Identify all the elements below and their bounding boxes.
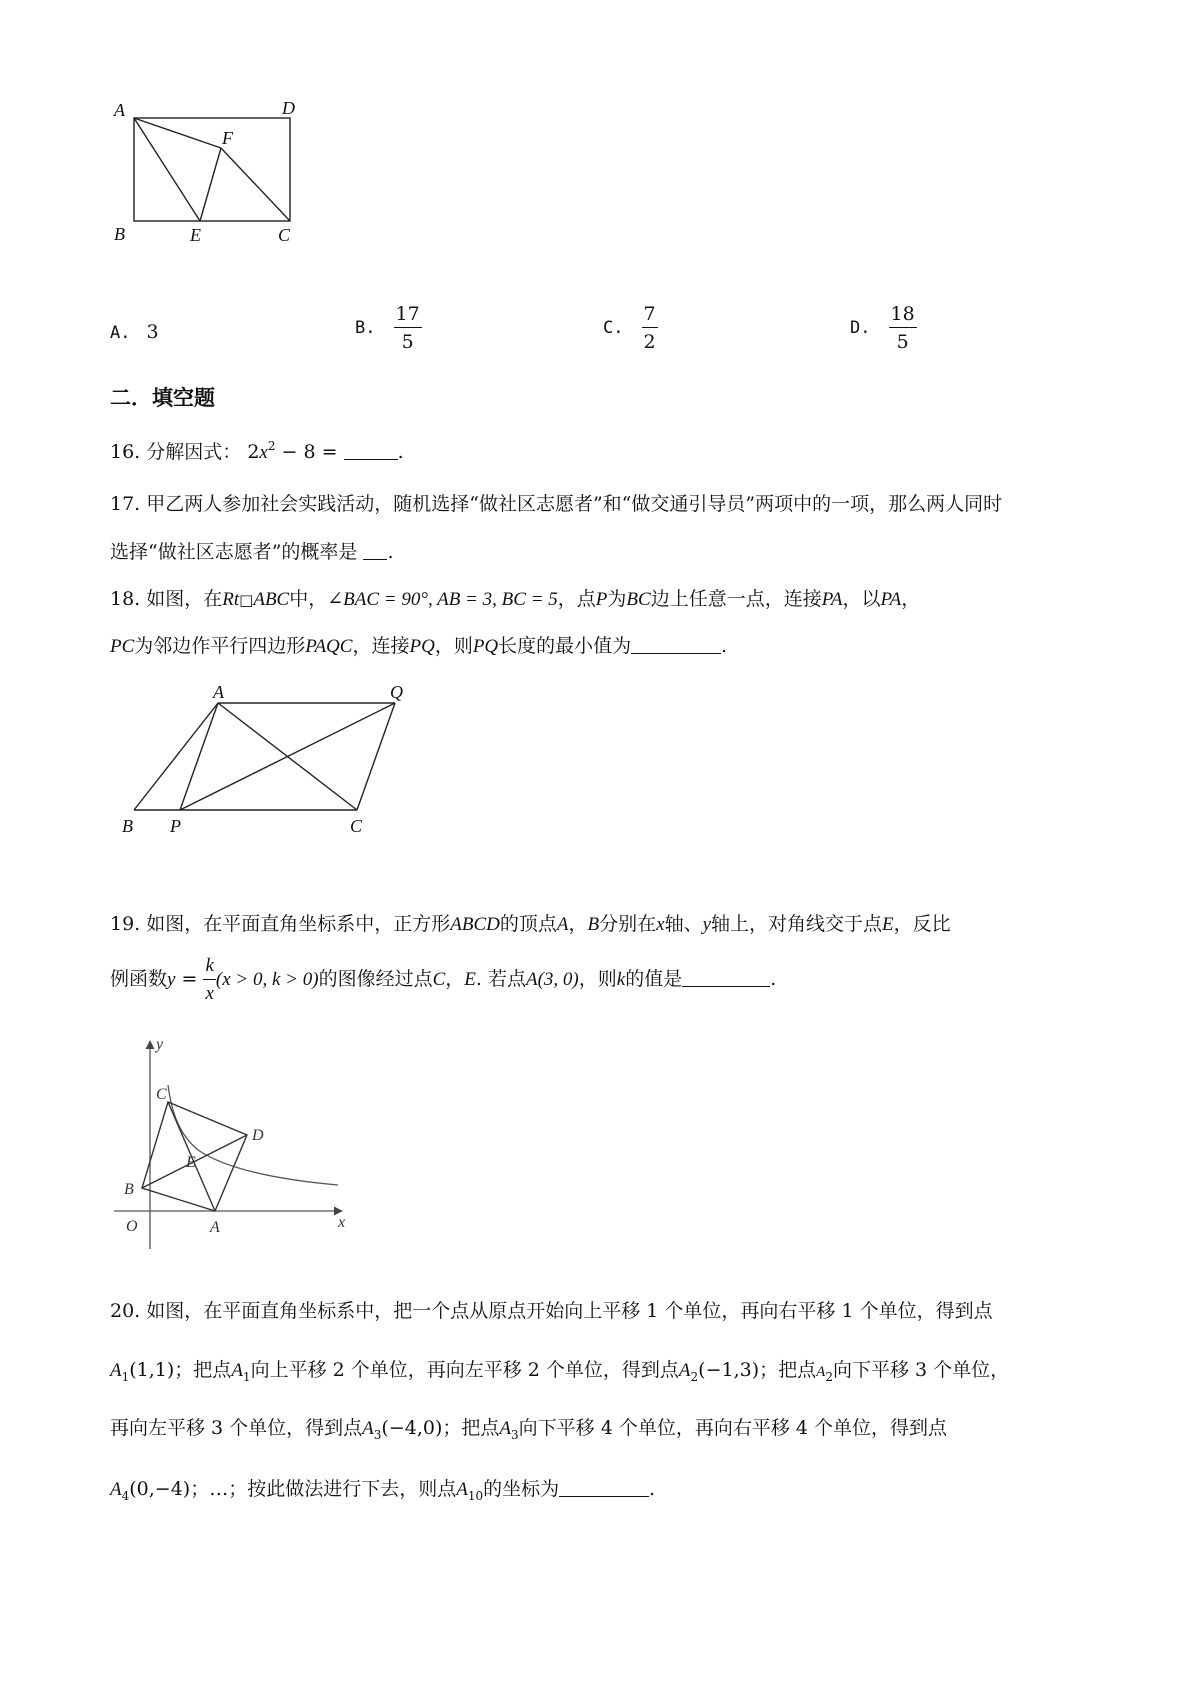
- q19-func-y: y: [167, 969, 176, 990]
- q16-var: x: [259, 442, 268, 463]
- q19-a: A: [556, 914, 569, 935]
- q20-a2-2-sub: 2: [825, 1370, 833, 1384]
- label-c: C: [156, 1086, 167, 1103]
- question-17-line-2: [110, 538, 394, 566]
- q20-a4: A: [110, 1479, 122, 1500]
- option-b: [355, 303, 422, 353]
- label-e: E: [186, 1154, 196, 1171]
- q20-a10-sub: 10: [467, 1489, 484, 1503]
- q19-condition: (x > 0, k > 0): [215, 969, 319, 990]
- q20-a4-coords: (0,−4): [129, 1478, 191, 1500]
- q18-t6: ，以: [842, 588, 881, 610]
- option-c-numerator: 7: [643, 303, 656, 325]
- coordinate-figure: [110, 1035, 360, 1250]
- q18-t3: ，点: [557, 588, 596, 610]
- label-q: Q: [390, 682, 403, 702]
- q16-rest: − 8 =: [275, 441, 344, 463]
- q20-a3-sub: 3: [373, 1428, 382, 1442]
- option-b-label: B.: [355, 318, 376, 338]
- q18-pa: PA: [821, 589, 843, 610]
- section-title: 二．填空题: [110, 386, 215, 410]
- q18-pq-2: PQ: [472, 636, 499, 657]
- q20-t8: ；…；按此做法进行下去，则点: [190, 1478, 457, 1500]
- q18-rt: Rt: [222, 589, 240, 610]
- q16-exp: 2: [267, 439, 276, 453]
- option-c-denominator: 2: [643, 331, 656, 353]
- option-d-label: D.: [850, 318, 871, 338]
- q20-suffix: .: [649, 1478, 656, 1500]
- q18-suffix: .: [721, 635, 728, 657]
- q19-t11: . 若点: [475, 968, 526, 990]
- q16-suffix: .: [397, 441, 404, 463]
- q17-text: 选择“做社区志愿者”的概率是: [110, 541, 358, 563]
- label-a: A: [213, 682, 224, 702]
- q18-t5: 边上任意一点，连接: [650, 588, 822, 610]
- q16-prefix: 16. 分解因式：: [110, 441, 242, 463]
- q20-t1: ；把点: [174, 1359, 232, 1381]
- q20-a1-2: A: [231, 1360, 243, 1381]
- q18-answer-blank[interactable]: [631, 633, 721, 654]
- option-d-fraction: [889, 303, 917, 353]
- q19-t4: 分别在: [599, 913, 657, 935]
- q20-a2-2: A: [816, 1364, 826, 1380]
- option-c-label: C.: [603, 318, 624, 338]
- q19-answer-blank[interactable]: [682, 966, 770, 987]
- q16-answer-blank[interactable]: [344, 439, 398, 460]
- q20-a1-2-sub: 1: [242, 1370, 251, 1384]
- q18-t9: ，连接: [352, 635, 410, 657]
- segment-ac: [218, 703, 357, 810]
- q20-t3: ；把点: [759, 1359, 817, 1381]
- q18-pc: PC: [110, 636, 135, 657]
- q18-t11: 长度的最小值为: [498, 635, 632, 657]
- option-b-numerator: 17: [395, 303, 420, 325]
- q19-t3: ，: [568, 913, 588, 935]
- q18-t4: 为: [607, 588, 627, 610]
- option-d-numerator: 18: [890, 303, 915, 325]
- label-c: C: [278, 225, 291, 245]
- q18-abc: ABC: [253, 589, 290, 610]
- q19-e: E: [882, 914, 894, 935]
- question-20-line-4: [110, 1475, 655, 1510]
- segment-ae: [134, 118, 200, 221]
- q19-e-2: E: [464, 969, 476, 990]
- q20-a2-sub: 2: [690, 1370, 699, 1384]
- q20-t2: 向上平移 2 个单位，再向左平移 2 个单位，得到点: [250, 1359, 679, 1381]
- label-d: D: [282, 100, 295, 118]
- label-c: C: [350, 816, 363, 836]
- q20-a4-sub: 4: [121, 1489, 130, 1503]
- q19-frac-x: x: [205, 983, 214, 1004]
- question-18-line-2: [110, 632, 727, 661]
- rect-abcd: [134, 118, 290, 221]
- q19-abcd: ABCD: [450, 914, 500, 935]
- label-f: F: [222, 128, 233, 148]
- parallelogram-figure: [110, 680, 420, 840]
- q20-t7: 向下平移 4 个单位，再向右平移 4 个单位，得到点: [518, 1417, 947, 1439]
- q20-a3-coords: (−4,0): [381, 1417, 443, 1439]
- q19-t10: ，: [445, 968, 465, 990]
- q18-t7: ，: [901, 588, 921, 610]
- q19-t12: ，则: [578, 968, 617, 990]
- q17-suffix: .: [387, 541, 394, 563]
- q19-t9: 的图像经过点: [318, 968, 433, 990]
- segment-af: [134, 118, 221, 148]
- q19-fraction: [203, 955, 215, 1005]
- q20-t6: ；把点: [442, 1417, 500, 1439]
- q18-paqc: PAQC: [305, 636, 353, 657]
- q19-y: y: [702, 914, 712, 935]
- question-17-line-1: 17. 甲乙两人参加社会实践活动，随机选择“做社区志愿者”和“做交通引导员”两项中的一项，那么两人同时: [110, 493, 1003, 515]
- option-b-denominator: 5: [401, 331, 414, 353]
- option-d: [850, 303, 917, 353]
- question-19-line-1: [110, 910, 951, 939]
- option-b-fraction: [394, 303, 422, 353]
- q19-t13: 的值是: [625, 968, 683, 990]
- q19-b: B: [587, 914, 600, 935]
- q20-a10: A: [456, 1479, 468, 1500]
- label-o: O: [126, 1218, 138, 1235]
- q18-bc: BC: [626, 589, 651, 610]
- q18-pq: PQ: [409, 636, 435, 657]
- label-d: D: [252, 1127, 264, 1144]
- option-a-value: 3: [146, 321, 159, 343]
- q17-answer-blank[interactable]: [363, 539, 387, 560]
- q20-a3-2: A: [499, 1418, 512, 1439]
- option-d-denominator: 5: [896, 331, 909, 353]
- question-20-line-1: 20. 如图，在平面直角坐标系中，把一个点从原点开始向上平移 1 个单位，再向右平移 1 个单位，得到点: [110, 1300, 993, 1322]
- option-a: [110, 318, 159, 347]
- q16-coef: 2: [247, 441, 260, 463]
- q20-t4: 向下平移 3 个单位，: [832, 1359, 1010, 1381]
- q19-t6: 轴上，对角线交于点: [711, 913, 883, 935]
- q19-equals: =: [175, 968, 204, 990]
- q18-box: □: [239, 591, 254, 609]
- label-b: B: [122, 816, 133, 836]
- question-18-line-1: [110, 585, 920, 614]
- q18-condition: ∠BAC = 90°, AB = 3, BC = 5: [327, 589, 558, 610]
- q19-x: x: [656, 914, 665, 935]
- q19-t2: 的顶点: [499, 913, 557, 935]
- q20-a2-coords: (−1,3): [698, 1359, 760, 1381]
- q19-t7: ，反比: [893, 913, 951, 935]
- q20-a3-2-sub: 3: [511, 1428, 519, 1442]
- q18-t2: 中，: [289, 588, 328, 610]
- q20-a2: A: [678, 1360, 691, 1381]
- q20-t5: 再向左平移 3 个单位，得到点: [110, 1417, 363, 1439]
- q19-t1: 19. 如图，在平面直角坐标系中，正方形: [110, 913, 451, 935]
- label-a: A: [114, 100, 125, 120]
- rectangle-figure: [110, 100, 330, 270]
- q19-point-a: A(3, 0): [525, 969, 579, 990]
- q19-t5: 轴、: [664, 913, 703, 935]
- label-b: B: [124, 1181, 134, 1198]
- q19-k: k: [616, 969, 626, 990]
- segment-fc: [221, 148, 290, 221]
- q19-t8: 例函数: [110, 968, 168, 990]
- q18-t10: ，则: [434, 635, 473, 657]
- option-c-fraction: [642, 303, 658, 353]
- q18-t1: 18. 如图，在: [110, 588, 223, 610]
- q20-a3: A: [362, 1418, 374, 1439]
- label-y: y: [156, 1036, 164, 1053]
- segment-ab: [134, 703, 218, 810]
- label-x: x: [338, 1214, 346, 1231]
- q19-c: C: [432, 969, 446, 990]
- q18-t8: 为邻边作平行四边形: [134, 635, 306, 657]
- question-20-line-2: [110, 1356, 1009, 1391]
- q20-a1-sub: 1: [121, 1370, 130, 1384]
- q20-answer-blank[interactable]: [559, 1476, 649, 1497]
- segment-fe: [200, 148, 221, 221]
- option-a-label: A.: [110, 323, 131, 343]
- label-a: A: [210, 1219, 220, 1236]
- q19-frac-k: k: [205, 955, 214, 976]
- question-16: [110, 432, 404, 467]
- label-p: P: [170, 816, 181, 836]
- q20-a1-coords: (1,1): [129, 1359, 175, 1381]
- label-b: B: [114, 224, 125, 244]
- q20-a1: A: [110, 1360, 122, 1381]
- label-e: E: [190, 225, 201, 245]
- question-20-line-3: [110, 1414, 947, 1449]
- option-c: [603, 303, 658, 353]
- question-19-line-2: [110, 955, 776, 1005]
- q18-pa-2: PA: [880, 589, 902, 610]
- q19-suffix: .: [770, 968, 777, 990]
- q20-t9: 的坐标为: [483, 1478, 560, 1500]
- q18-p: P: [595, 589, 608, 610]
